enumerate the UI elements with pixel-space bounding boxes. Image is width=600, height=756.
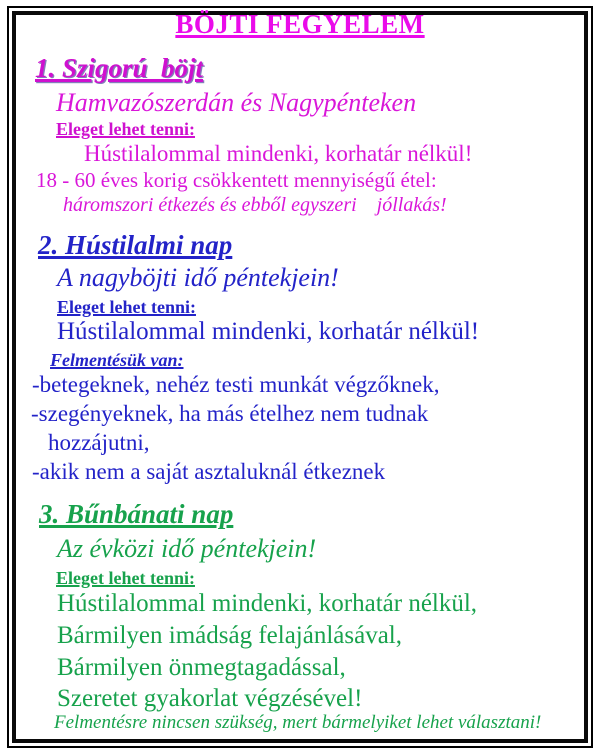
section1-age-rule: 18 - 60 éves korig csökkentett mennyiségű étel: — [36, 168, 437, 192]
section1-when: Hamvazószerdán és Nagypénteken — [56, 88, 417, 117]
section2-rule: Hústilalommal mindenki, korhatár nélkül! — [57, 318, 480, 345]
poster-title: BÖJTI FEGYELEM — [175, 9, 425, 39]
section2-exemption-item: -akik nem a saját asztaluknál étkeznek — [32, 459, 386, 484]
section3-fulfill-label: Eleget lehet tenni: — [56, 568, 195, 588]
section3-note: Felmentésre nincsen szükség, mert bármelyiket lehet választani! — [54, 712, 542, 733]
section2-exempt-label: Felmentésük van: — [50, 350, 184, 370]
section1-heading: 1. Szigorú böjt — [35, 53, 204, 83]
section3-option: Bármilyen önmegtagadással, — [57, 654, 346, 681]
section1-meal-rule: háromszori étkezés és ebből egyszeri jóllakás! — [63, 194, 447, 216]
section2-heading: 2. Hústilalmi nap — [38, 230, 233, 260]
section3-heading: 3. Bűnbánati nap — [39, 499, 234, 529]
section2-fulfill-label: Eleget lehet tenni: — [57, 297, 196, 317]
section3-option: Hústilalommal mindenki, korhatár nélkül, — [57, 590, 478, 617]
section2-exemption-item: -betegeknek, nehéz testi munkát végzőknek, — [32, 372, 440, 397]
section2-exemption-item: -szegényeknek, ha más ételhez nem tudnak — [31, 401, 429, 426]
section3-option: Bármilyen imádság felajánlásával, — [57, 622, 403, 649]
section2-exemption-item-continuation: hozzájutni, — [48, 430, 150, 455]
section1-rule: Hústilalommal mindenki, korhatár nélkül! — [84, 141, 473, 166]
section3-when: Az évközi idő péntekjein! — [57, 534, 317, 563]
section2-when: A nagyböjti idő péntekjein! — [57, 263, 339, 292]
section3-option: Szeretet gyakorlat végzésével! — [57, 685, 363, 712]
section1-fulfill-label: Eleget lehet tenni: — [56, 119, 195, 139]
